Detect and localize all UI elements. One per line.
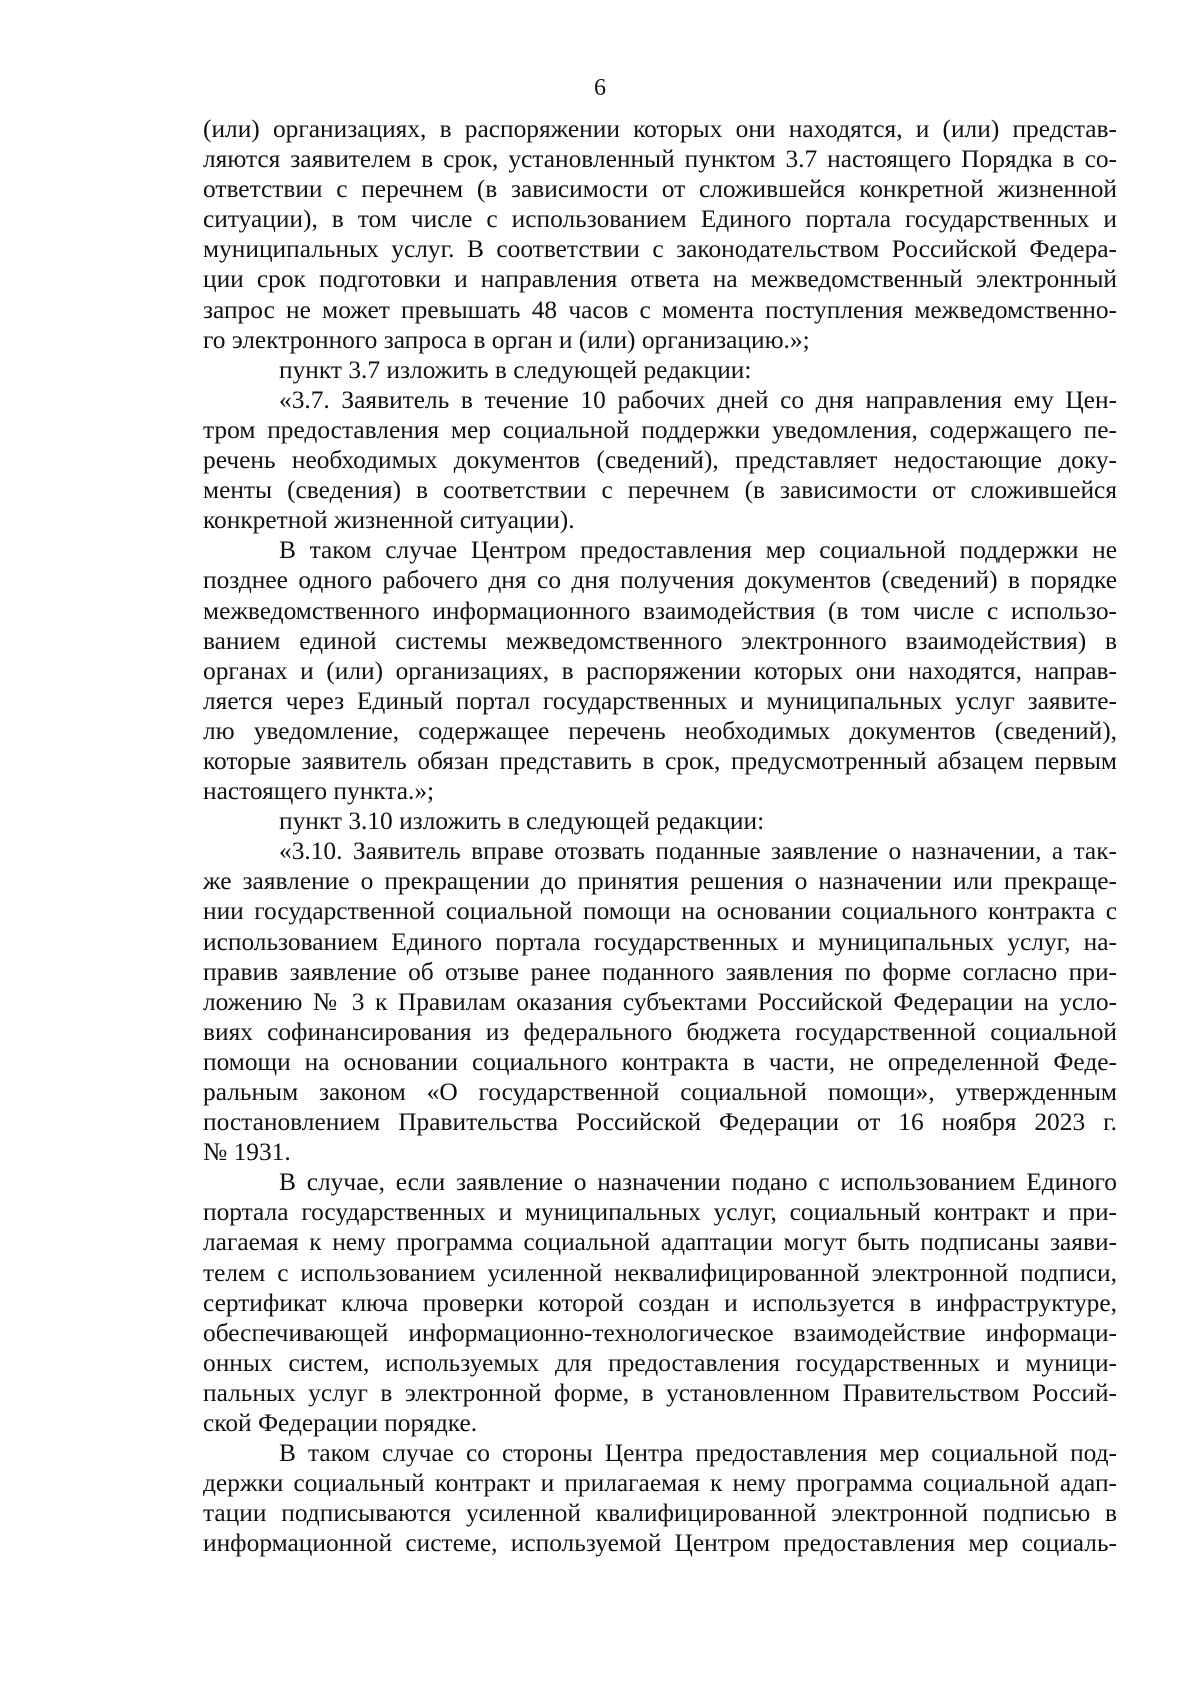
text-line: межведомственного информационного взаимодействия (в том числе с использо- [203, 596, 1117, 625]
text-line: ситуации), в том числе с использованием Единого портала государственных и [203, 205, 1117, 234]
text-line: сертификат ключа проверки которой создан и используется в инфраструктуре, [203, 1288, 1117, 1317]
text-line: ответствии с перечнем (в зависимости от сложившейся конкретной жизненной [203, 175, 1117, 204]
text-line: запрос не может превышать 48 часов с момента поступления межведомственно- [203, 295, 1117, 324]
text-line: лагаемая к нему программа социальной адаптации могут быть подписаны заяви- [203, 1228, 1117, 1257]
text-line: пальных услуг в электронной форме, в установленном Правительством Россий- [203, 1378, 1117, 1407]
text-line: помощи на основании социального контракта в части, не определенной Феде- [203, 1047, 1117, 1076]
document-body [203, 114, 1117, 1559]
text-line: ской Федерации порядке. [203, 1409, 478, 1438]
text-line: использованием Единого портала государственных и муниципальных услуг, на- [203, 927, 1117, 956]
text-line: ляются заявителем в срок, установленный пунктом 3.7 настоящего Порядка в со- [203, 145, 1117, 174]
text-line: нии государственной социальной помощи на основании социального контракта с [203, 897, 1117, 926]
paragraph [203, 535, 1117, 806]
paragraph [203, 836, 1117, 1167]
text-line: постановлением Правительства Российской Федерации от 16 ноября 2023 г. [203, 1108, 1117, 1137]
paragraph [203, 114, 1117, 355]
text-line: «3.10. Заявитель вправе отозвать поданные заявление о назначении, а так- [279, 837, 1117, 866]
text-line: правив заявление об отзыве ранее поданного заявления по форме согласно при- [203, 957, 1117, 986]
text-line: менты (сведения) в соответствии с перечнем (в зависимости от сложившейся [203, 476, 1117, 505]
text-line: ляется через Единый портал государственных и муниципальных услуг заявите- [203, 686, 1117, 715]
text-line: обеспечивающей информационно-технологическое взаимодействие информаци- [203, 1318, 1117, 1347]
text-line: тации подписываются усиленной квалифицированной электронной подписью в [203, 1499, 1117, 1528]
text-line: органах и (или) организациях, в распоряжении которых они находятся, направ- [203, 656, 1117, 685]
text-line: онных систем, используемых для предоставления государственных и муници- [203, 1348, 1117, 1377]
text-line: В таком случае Центром предоставления мер социальной поддержки не [279, 536, 1117, 565]
text-line: информационной системе, используемой Центром предоставления мер социаль- [203, 1529, 1117, 1558]
text-line: виях софинансирования из федерального бюджета государственной социальной [203, 1017, 1117, 1046]
text-line: ванием единой системы межведомственного электронного взаимодействия) в [203, 626, 1117, 655]
paragraph [203, 806, 1117, 836]
text-line: ральным законом «О государственной социальной помощи», утвержденным [203, 1078, 1117, 1106]
text-line: пункт 3.7 изложить в следующей редакции: [279, 355, 752, 384]
text-line: которые заявитель обязан представить в срок, предусмотренный абзацем первым [203, 746, 1117, 775]
paragraph [203, 355, 1117, 385]
text-line: конкретной жизненной ситуации). [203, 506, 575, 535]
text-line: (или) организациях, в распоряжении которых они находятся, и (или) представ- [203, 115, 1117, 143]
text-line: го электронного запроса в орган и (или) организацию.»; [203, 325, 810, 354]
paragraph [203, 1167, 1117, 1438]
text-line: речень необходимых документов (сведений), представляет недостающие доку- [203, 446, 1117, 475]
paragraph [203, 385, 1117, 535]
text-line: «3.7. Заявитель в течение 10 рабочих дней со дня направления ему Цен- [279, 385, 1117, 414]
text-line: лю уведомление, содержащее перечень необходимых документов (сведений), [203, 716, 1117, 745]
text-line: настоящего пункта.»; [203, 777, 435, 806]
text-line: ции срок подготовки и направления ответа на межведомственный электронный [203, 265, 1117, 294]
text-line: ложению № 3 к Правилам оказания субъектами Российской Федерации на усло- [203, 987, 1117, 1016]
text-line: пункт 3.10 изложить в следующей редакции: [279, 807, 765, 836]
text-line: № 1931. [203, 1138, 291, 1167]
text-line: позднее одного рабочего дня со дня получения документов (сведений) в порядке [203, 566, 1117, 595]
text-line: тром предоставления мер социальной поддержки уведомления, содержащего пе- [203, 415, 1117, 444]
text-line: портала государственных и муниципальных услуг, социальный контракт и при- [203, 1198, 1117, 1227]
text-line: В таком случае со стороны Центра предоставления мер социальной под- [279, 1439, 1117, 1468]
text-line: держки социальный контракт и прилагаемая к нему программа социальной адап- [203, 1469, 1117, 1498]
text-line: муниципальных услуг. В соответствии с законодательством Российской Федера- [203, 235, 1117, 264]
text-line: В случае, если заявление о назначении подано с использованием Единого [279, 1168, 1117, 1197]
paragraph [203, 1438, 1117, 1558]
page-number: 6 [594, 75, 606, 101]
text-line: телем с использованием усиленной неквалифицированной электронной подписи, [203, 1258, 1117, 1287]
text-line: же заявление о прекращении до принятия решения о назначении или прекраще- [203, 867, 1117, 896]
